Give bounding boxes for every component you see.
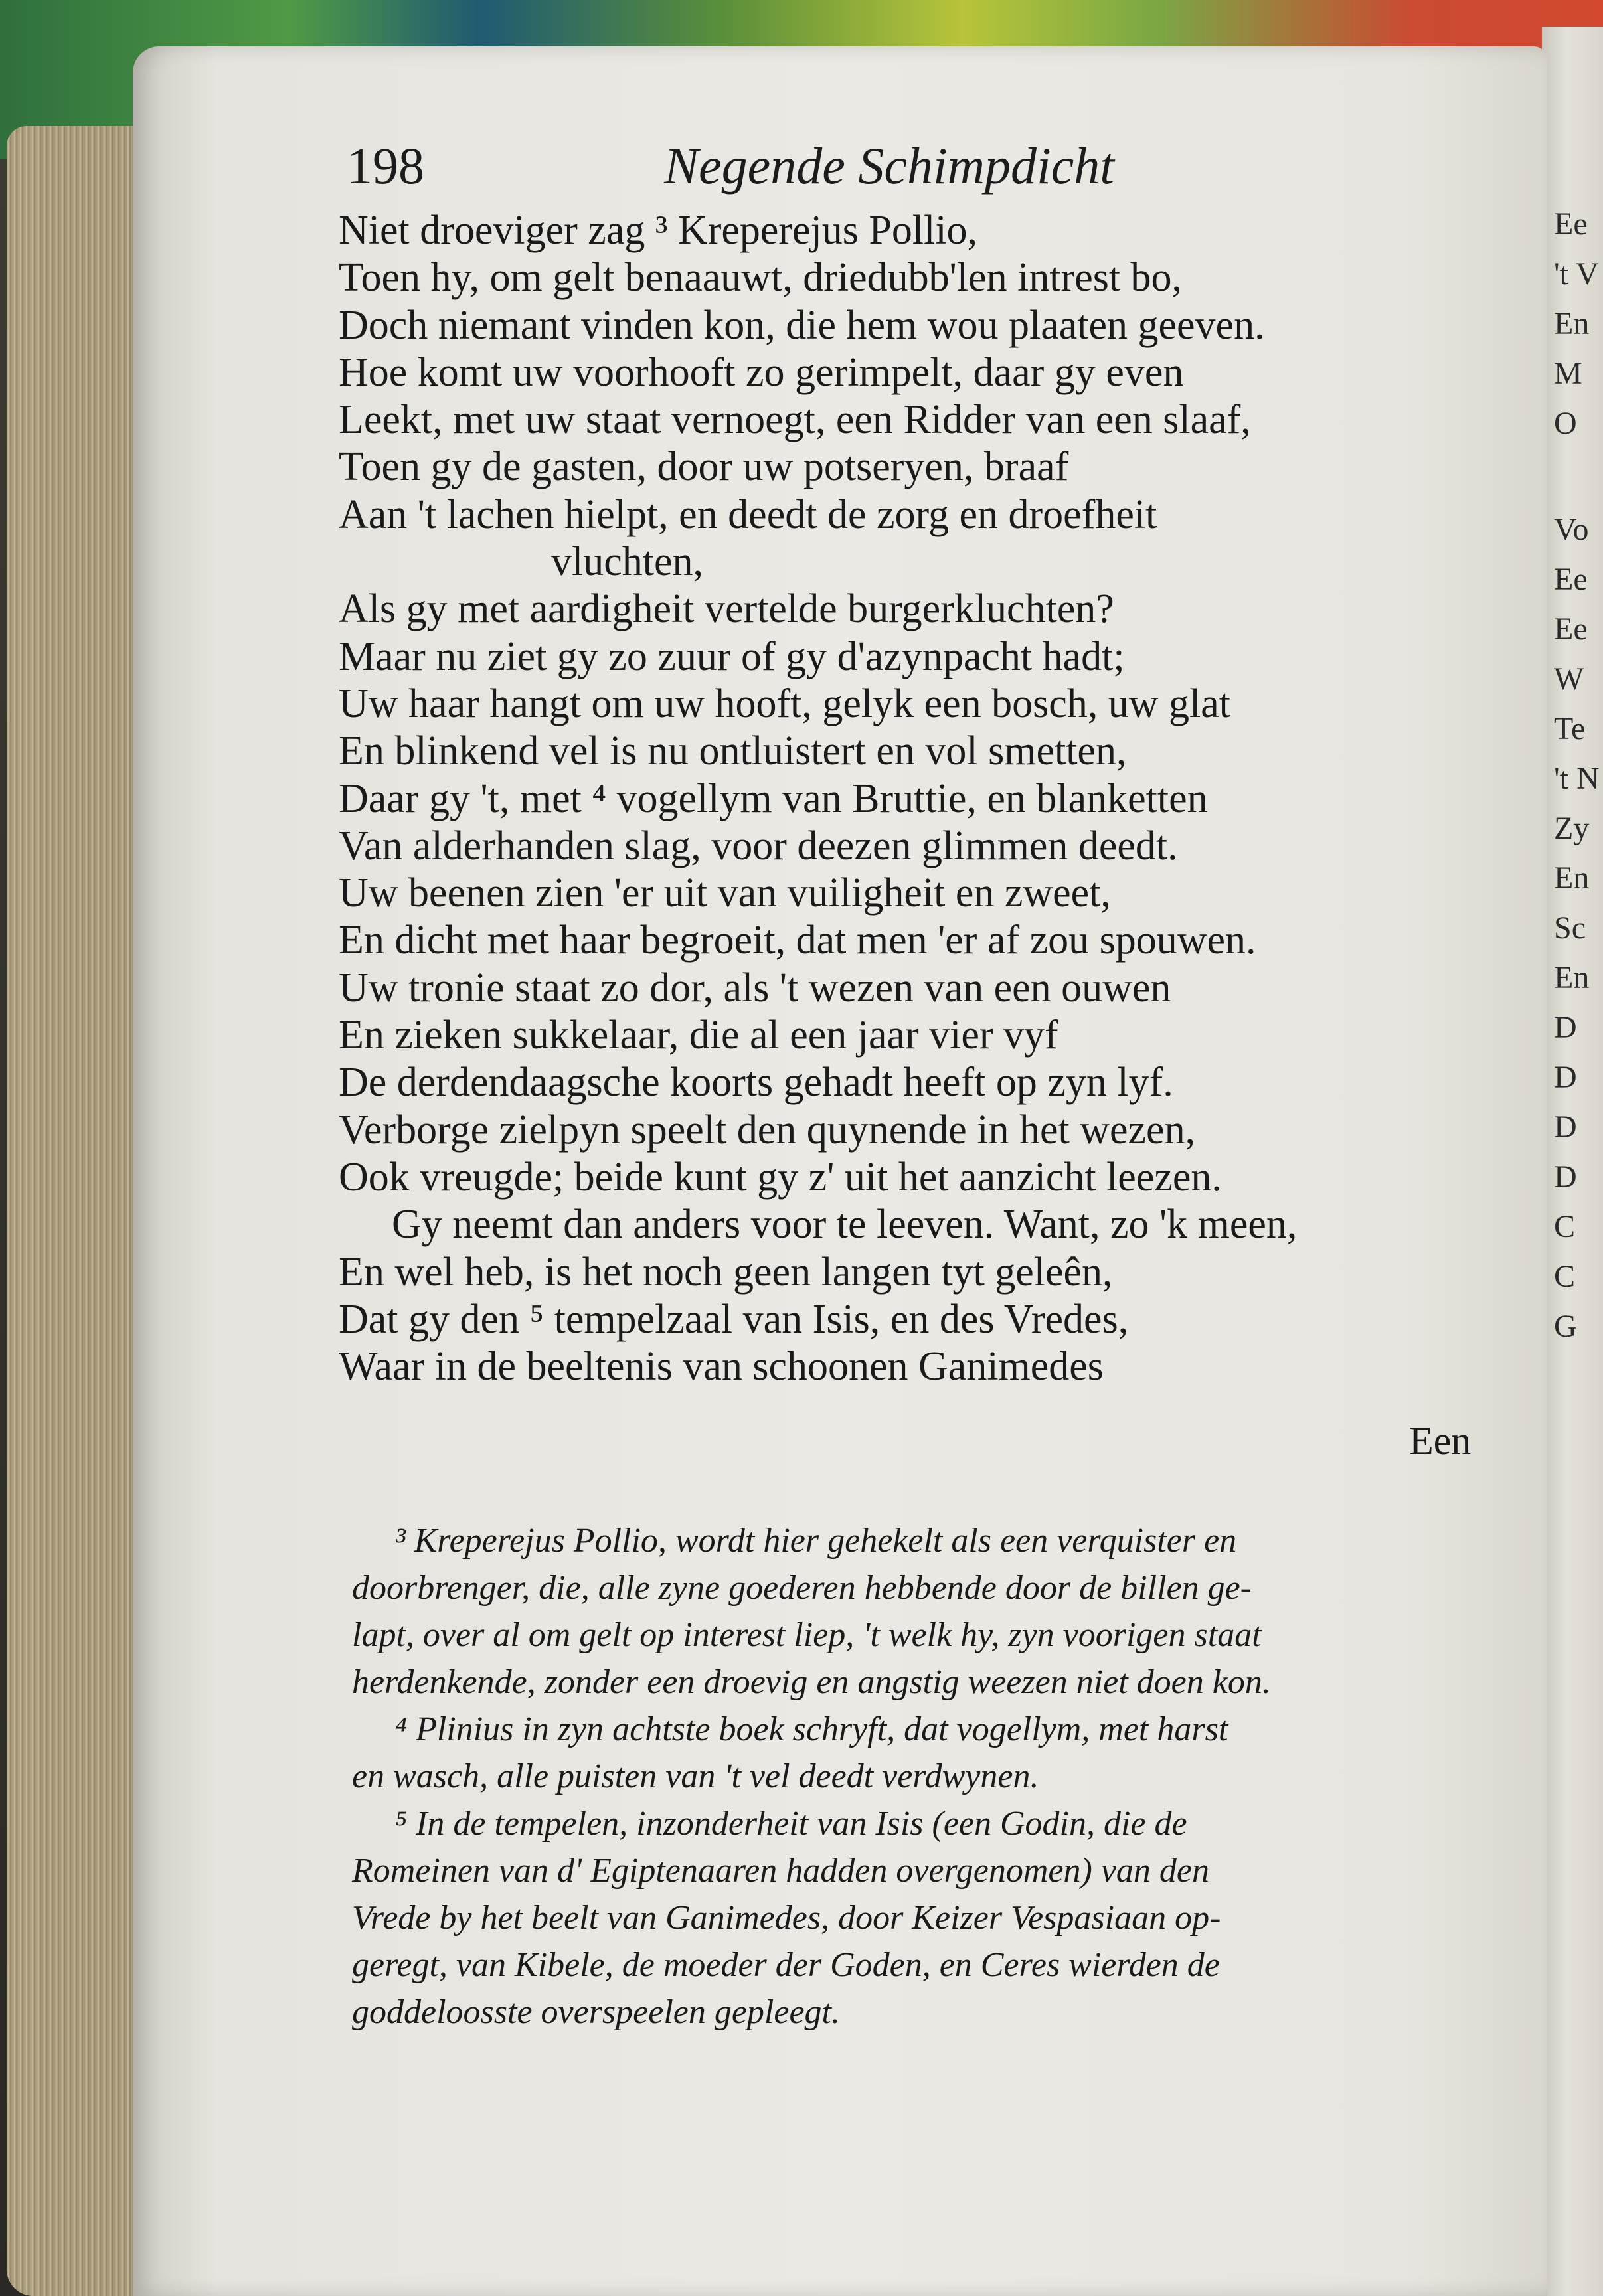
verse-line: En dicht met haar begroeit, dat men 'er af zou spouwen. — [339, 918, 1256, 963]
verse-line: En wel heb, is het noch geen langen tyt geleên, — [339, 1249, 1113, 1295]
verse-line: En zieken sukkelaar, die al een jaar vier vyf — [339, 1013, 1058, 1058]
footnote-line: doorbrenger, die, alle zyne goederen hebbende door de billen ge- — [352, 1569, 1252, 1607]
verse-line: Gy neemt dan anders voor te leeven. Want, zo 'k meen, — [392, 1202, 1298, 1248]
verse-line: Doch niemant vinden kon, die hem wou plaaten geeven. — [339, 302, 1265, 348]
verse-line: Dat gy den ⁵ tempelzaal van Isis, en des Vredes, — [339, 1296, 1129, 1342]
verse-line: Toen hy, om gelt benaauwt, driedubb'len intrest bo, — [339, 255, 1183, 301]
facing-page-text: D — [1554, 1109, 1577, 1145]
facing-page-text: Ee — [1554, 562, 1588, 597]
footnote-line: ³ Kreperejus Pollio, wordt hier gehekelt als een verquister en — [395, 1522, 1237, 1560]
verse-line: Uw haar hangt om uw hooft, gelyk een bosch, uw glat — [339, 681, 1231, 726]
footnote-line: Romeinen van d' Egiptenaaren hadden overgenomen) van den — [352, 1852, 1209, 1890]
footnote-line: ⁴ Plinius in zyn achtste boek schryft, dat vogellym, met harst — [395, 1710, 1228, 1748]
facing-page-text: Ee — [1554, 612, 1588, 647]
facing-page-text: O — [1554, 406, 1577, 441]
facing-page-edge — [1542, 27, 1603, 2296]
facing-page-text: En — [1554, 960, 1590, 995]
verse-line: Uw beenen zien 'er uit van vuiligheit en zweet, — [339, 870, 1111, 916]
verse-line: Waar in de beeltenis van schoonen Ganimedes — [339, 1344, 1104, 1390]
facing-page-text: Vo — [1554, 512, 1589, 547]
facing-page-text: 't V — [1554, 256, 1599, 291]
facing-page-text: Te — [1554, 711, 1586, 746]
facing-page-text: G — [1554, 1309, 1577, 1344]
facing-page-text: Ee — [1554, 206, 1588, 242]
facing-page-text: Zy — [1554, 811, 1590, 846]
footnote-line: Vrede by het beelt van Ganimedes, door Keizer Vespasiaan op- — [352, 1899, 1221, 1937]
verse-line: Niet droeviger zag ³ Kreperejus Pollio, — [339, 208, 978, 253]
facing-page-text: Sc — [1554, 910, 1586, 945]
footnote-line: lapt, over al om gelt op interest liep, 't welk hy, zyn voorigen staat — [352, 1616, 1262, 1654]
facing-page-text: En — [1554, 306, 1590, 341]
verse-line-continuation: vluchten, — [551, 539, 703, 585]
verse-line: Aan 't lachen hielpt, en deedt de zorg en droefheit — [339, 491, 1157, 537]
verse-line: Als gy met aardigheit vertelde burgerkluchten? — [339, 586, 1114, 632]
footnote-line: en wasch, alle puisten van 't vel deedt verdwynen. — [352, 1758, 1039, 1795]
facing-page-text: D — [1554, 1060, 1577, 1095]
footnote-line: geregt, van Kibele, de moeder der Goden, en Ceres wierden de — [352, 1946, 1220, 1984]
facing-page-text: C — [1554, 1209, 1576, 1244]
verse-line: Maar nu ziet gy zo zuur of gy d'azynpacht hadt; — [339, 633, 1125, 679]
verse-line: Daar gy 't, met ⁴ vogellym van Bruttie, en blanketten — [339, 776, 1208, 821]
facing-page-text: En — [1554, 861, 1590, 896]
verse-line: Van alderhanden slag, voor deezen glimmen deedt. — [339, 823, 1178, 868]
verse-line: Uw tronie staat zo dor, als 't wezen van een ouwen — [339, 965, 1171, 1011]
verse-line: Toen gy de gasten, door uw potseryen, braaf — [339, 444, 1069, 490]
footnote-line: herdenkende, zonder een droevig en angstig weezen niet doen kon. — [352, 1663, 1271, 1701]
footnotes — [352, 1517, 1494, 2036]
page-number: 198 — [347, 137, 424, 195]
page-edges — [7, 126, 139, 2296]
footnote-line: goddeloosste overspeelen gepleegt. — [352, 1993, 840, 2031]
verse-line: Ook vreugde; beide kunt gy z' uit het aanzicht leezen. — [339, 1154, 1222, 1200]
verse-line: Hoe komt uw voorhooft zo gerimpelt, daar gy even — [339, 349, 1184, 395]
footnote-line: ⁵ In de tempelen, inzonderheit van Isis (een Godin, die de — [395, 1805, 1187, 1843]
facing-page-text: D — [1554, 1159, 1577, 1194]
verse-line: Verborge zielpyn speelt den quynende in het wezen, — [339, 1107, 1196, 1153]
facing-page-text: 't N — [1554, 761, 1600, 796]
facing-page-text: D — [1554, 1010, 1577, 1045]
facing-page-text: W — [1554, 661, 1584, 697]
facing-page-text: C — [1554, 1259, 1576, 1294]
verse-line: Leekt, met uw staat vernoegt, een Ridder van een slaaf, — [339, 397, 1251, 443]
facing-page-text: M — [1554, 356, 1582, 391]
verse-line: De derdendaagsche koorts gehadt heeft op zyn lyf. — [339, 1060, 1173, 1106]
verse-line: En blinkend vel is nu ontluistert en vol smetten, — [339, 728, 1127, 774]
poem-body — [339, 207, 1481, 1390]
catchword: Een — [1409, 1419, 1472, 1463]
running-title: Negende Schimpdicht — [664, 137, 1114, 195]
